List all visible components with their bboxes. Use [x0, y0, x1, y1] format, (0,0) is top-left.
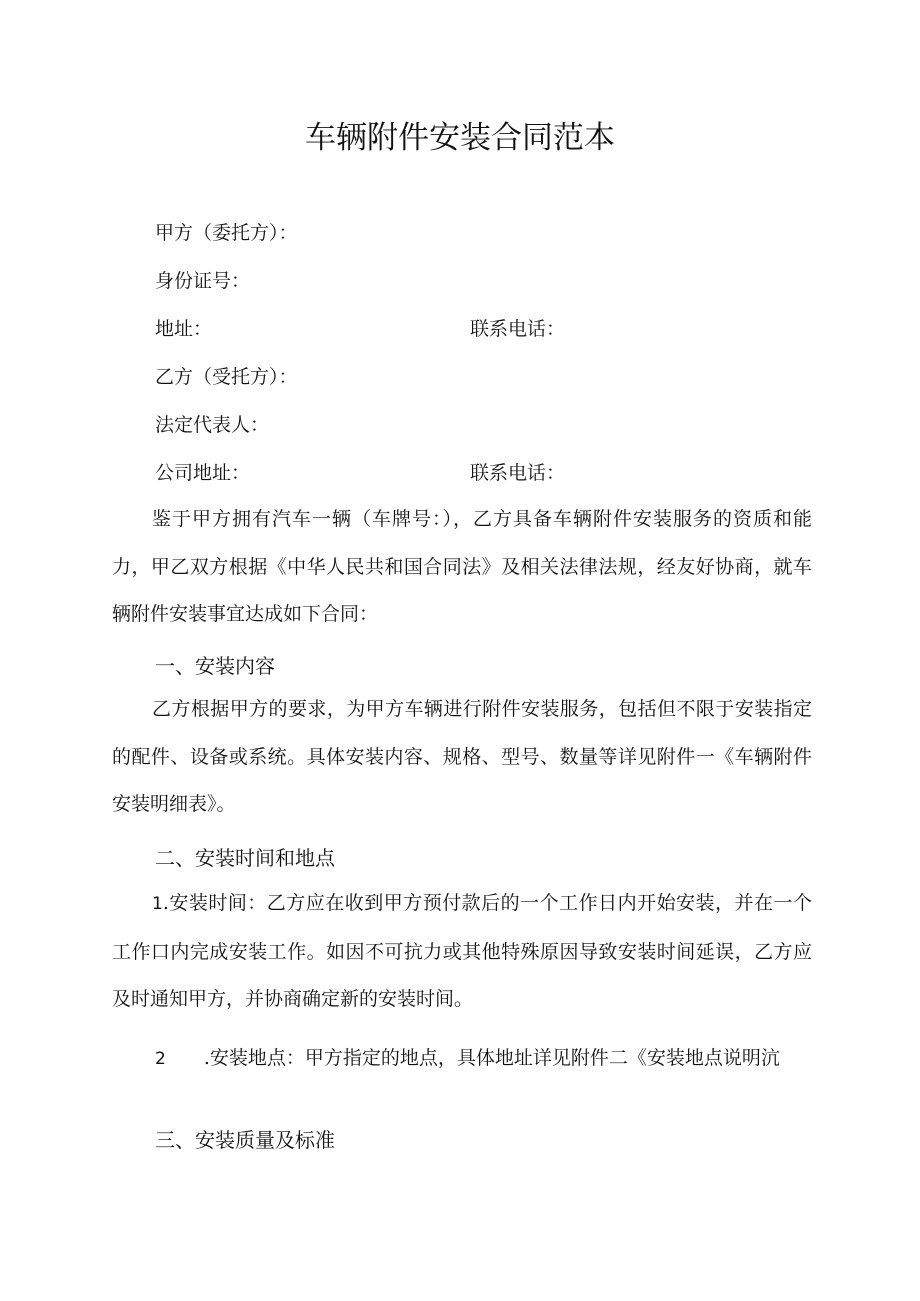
company-address-label: 公司地址：: [155, 462, 251, 484]
item-2-text: .安装地点：甲方指定的地点，具体地址详见附件二《安装地点说明沆: [203, 1047, 780, 1069]
section-2-item-2: [155, 1043, 780, 1070]
id-number-label: 身份证号：: [155, 270, 251, 292]
section-2-item-1: [112, 880, 812, 1024]
document-title: 车辆附件安装合同范本: [305, 120, 615, 156]
item-1-text: .安装时间：乙方应在收到甲方预付款后的一个工作日内开始安装，并在一个工作口内完成安装工作。如因不可抗力或其他特殊原因导致安装时间延误，乙方应及时通知甲方，并协商确定新的安装时间。: [112, 892, 812, 1010]
legal-representative-label: 法定代表人：: [155, 414, 270, 436]
item-2-number: 2: [155, 1049, 166, 1069]
section-3-heading: 三、安装质量及标准: [155, 1128, 335, 1152]
section-1-heading: 一、安装内容: [155, 654, 275, 678]
preamble-paragraph: [112, 496, 812, 639]
item-1-number: 1: [152, 894, 163, 914]
phone-label-a: 联系电话：: [470, 318, 566, 340]
party-a-label: 甲方（委托方）：: [155, 222, 298, 244]
preamble-text: 鉴于甲方拥有汽车一辆（车牌号：），乙方具备车辆附件安装服务的资质和能力，甲乙双方根据《中华人民共和国合同法》及相关法律法规，经友好协商，就车辆附件安装事宜达成如下合同：: [112, 508, 812, 625]
section-1-paragraph: [112, 686, 812, 829]
address-label: 地址：: [155, 318, 213, 340]
phone-label-b: 联系电话：: [470, 462, 566, 484]
section-2-heading: 二、安装时间和地点: [155, 846, 335, 870]
party-b-label: 乙方（受托方）：: [155, 366, 298, 388]
section-1-text: 乙方根据甲方的要求，为甲方车辆进行附件安装服务，包括但不限于安装指定的配件、设备或系统。具体安装内容、规格、型号、数量等详见附件一《车辆附件安装明细表》。: [112, 698, 812, 815]
